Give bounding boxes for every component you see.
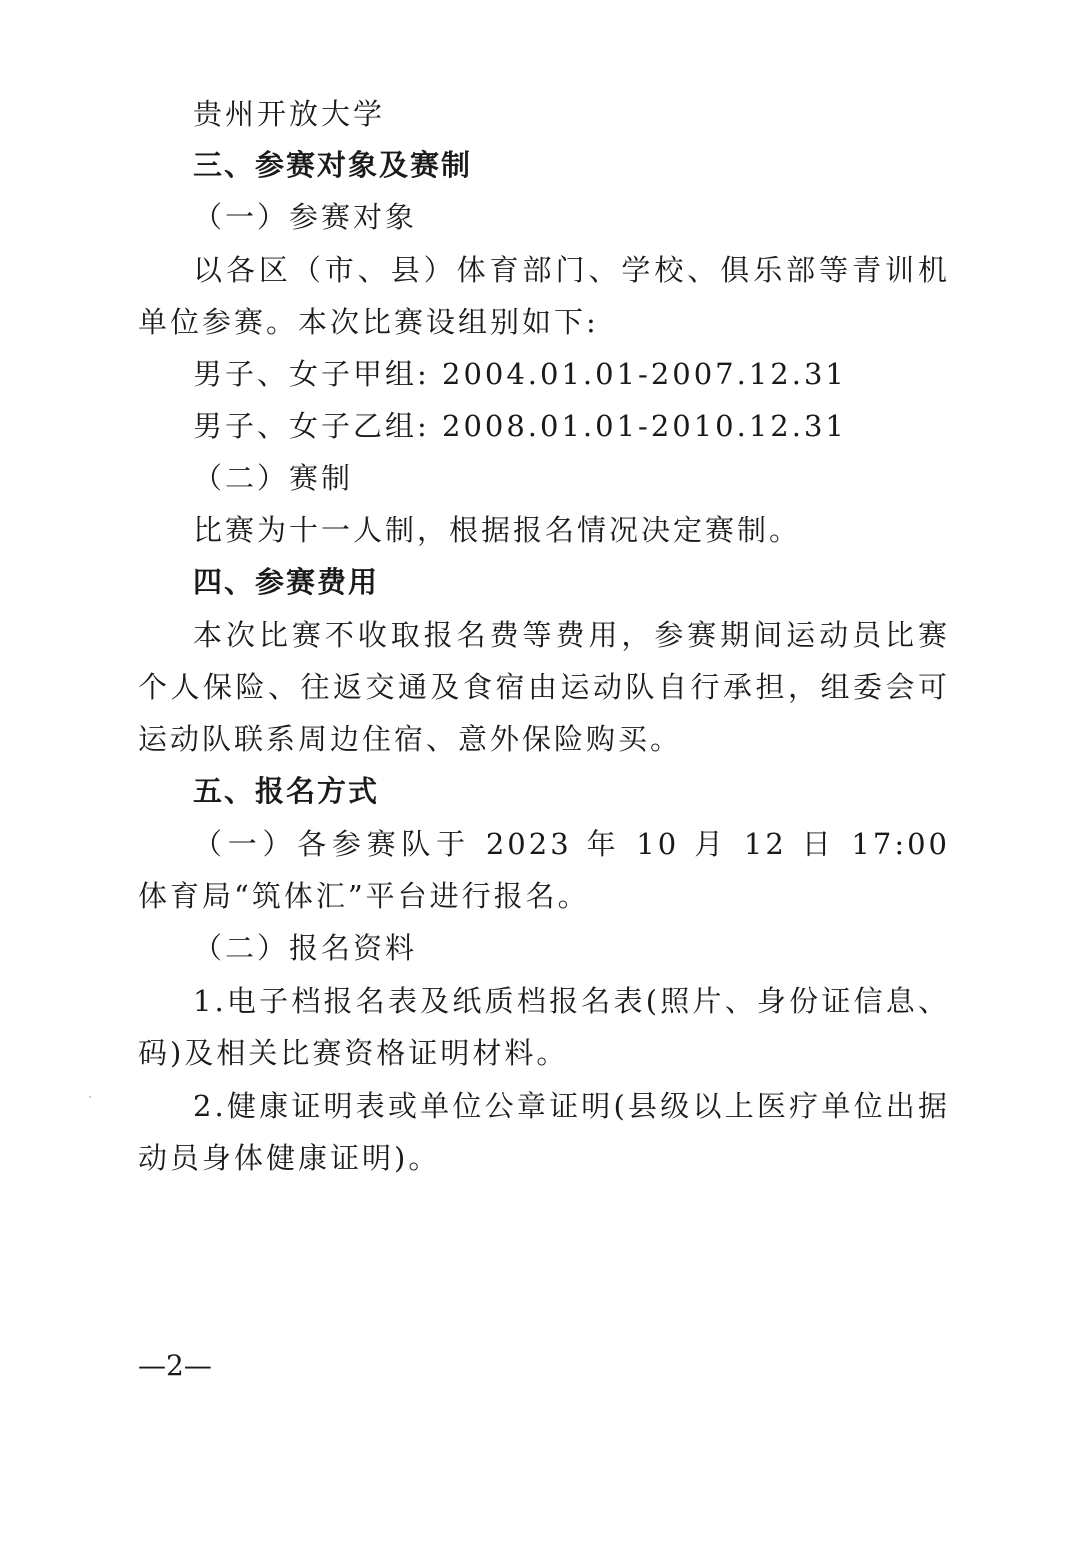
subsection-heading-materials: （二）报名资料 [193, 931, 418, 965]
paragraph-line: 运动队联系周边住宿、意外保险购买。 [138, 722, 683, 756]
paragraph-line: 比赛为十一人制，根据报名情况决定赛制。 [193, 513, 802, 547]
paragraph-line: 单位参赛。本次比赛设组别如下: [138, 305, 599, 339]
paragraph-line: 2.健康证明表或单位公章证明(县级以上医疗单位出据 [193, 1089, 950, 1123]
subsection-heading-participants: （一）参赛对象 [193, 200, 418, 234]
paragraph-line: （一）各参赛队于 2023 年 10 月 12 日 17:00 [193, 827, 950, 861]
paragraph-line: 体育局“筑体汇”平台进行报名。 [138, 879, 590, 913]
paragraph-line: 本次比赛不收取报名费等费用，参赛期间运动员比赛 [193, 618, 950, 652]
subsection-heading-format: （二）赛制 [193, 461, 354, 495]
paragraph-line: 动员身体健康证明)。 [138, 1141, 441, 1175]
page-number: —2— [138, 1349, 212, 1382]
paragraph-line: 个人保险、往返交通及食宿由运动队自行承担，组委会可 [138, 670, 950, 704]
section-heading-registration: 五、报名方式 [193, 774, 380, 808]
paragraph-line: 1.电子档报名表及纸质档报名表(照片、身份证信息、 [193, 984, 950, 1018]
section-heading-fees: 四、参赛费用 [193, 565, 380, 599]
paragraph-line: 以各区（市、县）体育部门、学校、俱乐部等青训机 [193, 253, 950, 287]
organizer-name: 贵州开放大学 [193, 97, 386, 131]
paragraph-line: 码)及相关比赛资格证明材料。 [138, 1036, 569, 1070]
section-heading-participants: 三、参赛对象及赛制 [193, 148, 473, 182]
group-b-line: 男子、女子乙组: 2008.01.01-2010.12.31 [193, 409, 847, 443]
group-a-line: 男子、女子甲组: 2004.01.01-2007.12.31 [193, 357, 847, 391]
scan-speck [89, 1096, 91, 1098]
